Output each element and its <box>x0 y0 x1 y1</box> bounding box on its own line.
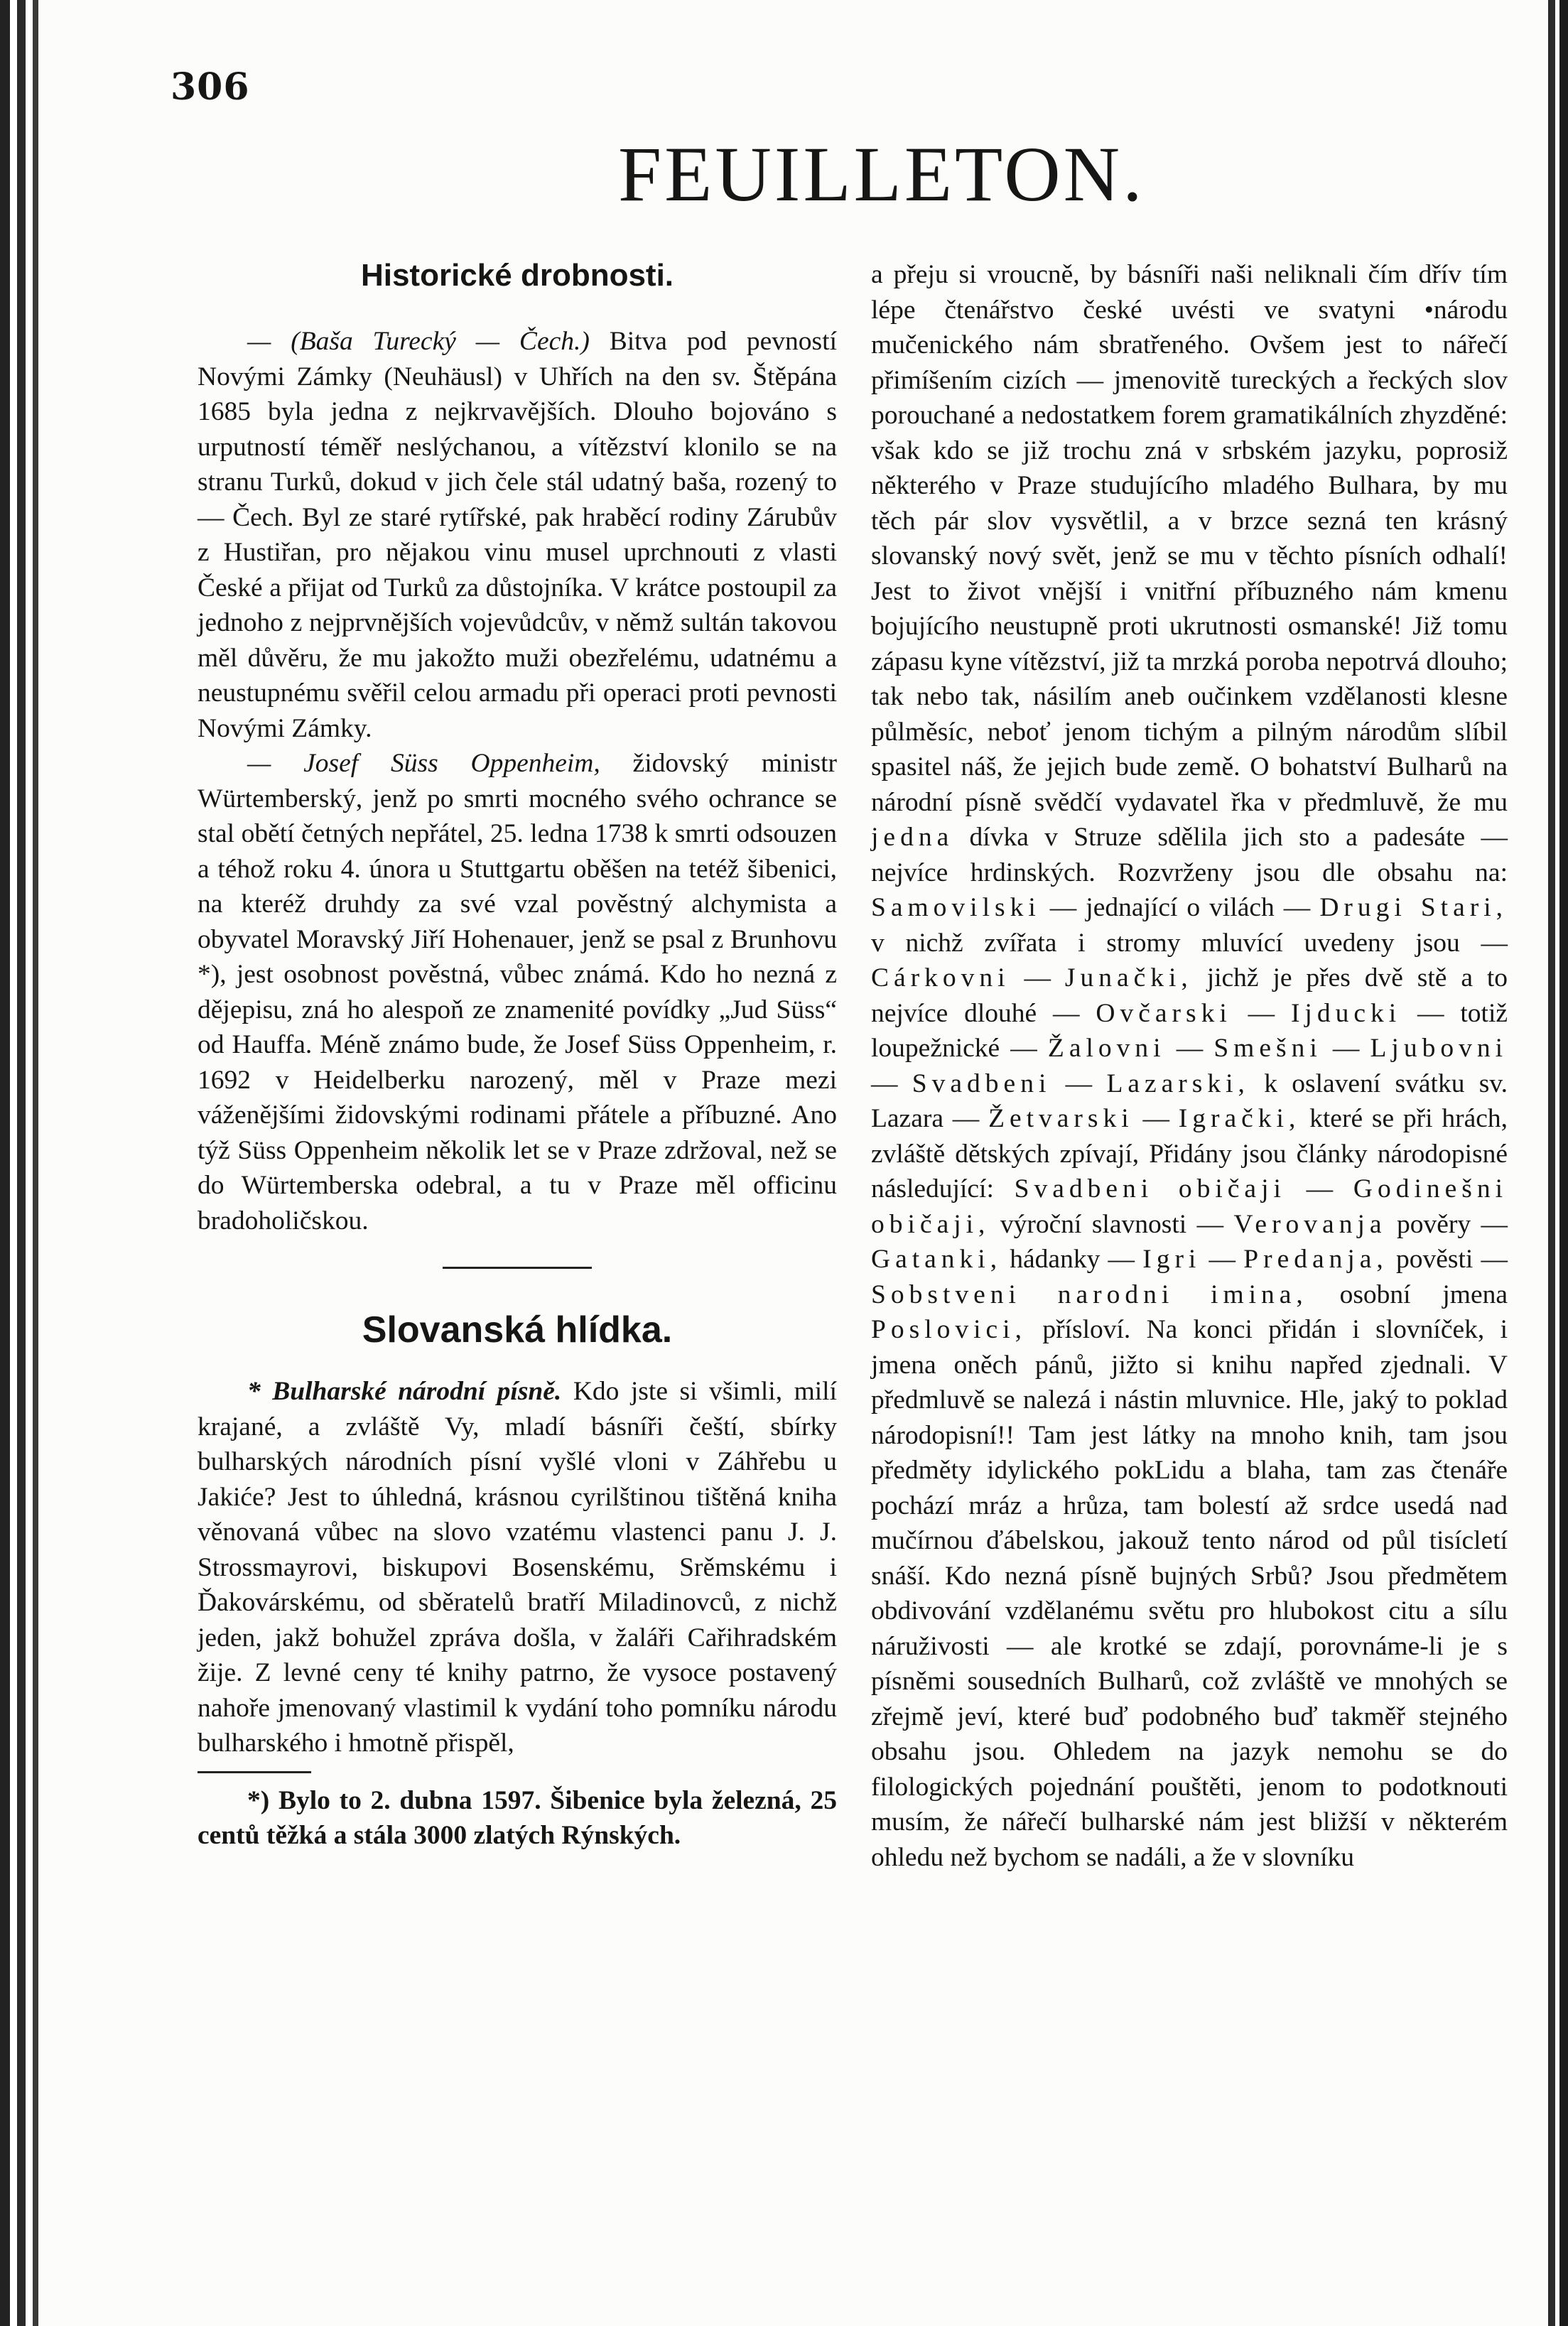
text-run: — <box>1024 963 1051 992</box>
spaced-term: Svadbeni <box>912 1069 1051 1098</box>
spaced-term: Lazarski, <box>1106 1069 1250 1098</box>
text-run: — <box>1248 998 1275 1028</box>
section-masthead: FEUILLETON. <box>618 131 1145 217</box>
spaced-term: Predanja, <box>1243 1245 1388 1274</box>
spaced-term: Smešni <box>1213 1034 1322 1063</box>
text-run: a přeju si vroucně, by básníři naši neliknali čím dřív tím lépe čtenářstvo české uvésti ve svatyni •národu mučenického nám sbratřeného. Ovšem jest to nářečí přimíšením cizích — jmenovitě tureckých a řeckých slov porouchané a nedostatkem forem gramatikálních zhyzděné: však kdo se již trochu zná v srbském jazyku, poprosiž některého v Praze studujícího mladého Bulhara, by mu těch pár slov vysvětlil, a v brzce sezná ten krásný slovanský nový svět, jenž se mu v těchto písních odhalí! Jest to život vnější i vnitřní příbuzného nám kmenu bojujícího neustupně proti ukrutnosti osmanské! Již tomu zápasu kyne vítězství, již ta mrzká poroba nepotrvá dlouho; tak nebo tak, násilím aneb oučinkem vzdělanosti klesne půlměsíc, neboť jenom tichým a pilným národům slíbil spasitel náš, že jejich bude země. O bohatství Bulharů na národní písně svědčí vydavatel řka v předmluvě, že mu <box>871 260 1508 817</box>
spaced-term: Gatanki, <box>871 1245 1002 1274</box>
footnote: *) Bylo to 2. dubna 1597. Šibenice byla železná, 25 centů těžká a stála 3000 zlatých Rýnských. <box>198 1785 837 1850</box>
spaced-term: Verovanja <box>1233 1209 1387 1239</box>
text-run: které se při hrách, zvláště dětských zpívají, Přidány jsou články národopisné následující: <box>871 1104 1508 1203</box>
spaced-term: Sobstveni narodni imina, <box>871 1280 1308 1309</box>
spaced-term: Žalovni <box>1047 1034 1166 1063</box>
spaced-term: jedna <box>871 823 954 852</box>
text-run: pověry — <box>1396 1209 1508 1239</box>
text-run: — <box>1332 1034 1360 1063</box>
article-lead: — Josef Süss Oppenheim, <box>247 749 600 778</box>
article-bulharske-pisne-continued <box>871 257 1508 1875</box>
article-bulharske-pisne <box>198 1374 837 1761</box>
article-basa-turecky <box>198 324 837 746</box>
text-run: přísloví. Na konci přidán i slovníček, i jmena oněch pánů, jižto si knihu napřed zjednali. V předmluvě se nalezá i nástin mluvnice. Hle, jaký to poklad národopisní!! Tam jest látky na mnoho knih, tam jsou předměty idylického pokLidu a blaha, tam zas čtenáře pochází mráz a hrůza, tam bolestí až srdce usedá nad mučírnou ďábelskou, jakouž tento národ od půl tisícletí snáší. Kdo nezná písně bujných Srbů? Jsou předmětem obdivování vzdělanému světu pro hlubokost citu a sílu náruživosti — ale krotké se zdají, porovnáme-li je s písněmi sousedních Bulharů, což zvláště ve mnohých se zřejmě jeví, které buď podobného buď takměř stejného obsahu jsou. Ohledem na jazyk nemohu se do filologických pojednání pouštěti, jenom to podotknouti musím, že nářečí bulharské nám jest bližší v některém ohledu než bychom se nadáli, a že v slovníku <box>871 1315 1508 1872</box>
heading-historicke-drobnosti: Historické drobnosti. <box>360 258 674 293</box>
text-run: k oslavení svátku sv. Lazara — <box>871 1069 1508 1133</box>
right-column <box>871 257 1508 1875</box>
section-divider <box>443 1267 592 1269</box>
spaced-term: Ovčarski <box>1096 998 1232 1028</box>
spaced-term: Junački, <box>1064 963 1193 992</box>
text-run: — jednající o vilách — <box>1049 893 1311 922</box>
text-run: — <box>1065 1069 1093 1098</box>
left-column <box>198 256 837 1854</box>
page-number: 306 <box>171 65 250 109</box>
text-run: pověsti — <box>1396 1245 1508 1274</box>
article-lead: — (Baša Turecký — Čech.) <box>247 327 590 356</box>
scan-edge-right <box>1540 0 1568 2326</box>
spaced-term: Poslovici, <box>871 1315 1027 1344</box>
text-run: jichž je přes dvě stě a to nejvíce dlouhé — <box>871 963 1508 1028</box>
text-run: — <box>1176 1034 1204 1063</box>
spaced-term: Igri <box>1142 1245 1201 1274</box>
spaced-term: Cárkovni <box>871 963 1010 992</box>
footnote-divider <box>198 1771 311 1773</box>
spaced-term: Igrački, <box>1178 1104 1301 1133</box>
spaced-term: Godinešni običaji, <box>871 1174 1508 1239</box>
article-lead: * Bulharské národní písně. <box>247 1377 562 1406</box>
text-run: osobní jmena <box>1339 1280 1508 1309</box>
text-run: — <box>1209 1245 1236 1274</box>
scan-edge-left <box>0 0 44 2326</box>
text-run: — <box>871 1069 898 1098</box>
article-body: Kdo jste si všimli, milí krajané, a zvláště Vy, mladí básníři čeští, sbírky bulharských národních písní vyšlé vloni v Záhřebu u Jakiće? Jest to úhledná, krásnou cyrilštinou tištěná kniha věnovaná vůbec na slovo vzatému vlastenci panu J. J. Strossmayrovi, biskupovi Bosenskému, Srěmskému i Ďakovárskému, od sběratelů bratří Miladinovců, z nichž jeden, jakž bohužel zpráva došla, v žaláři Cařihradském žije. Z levné ceny té knihy patrno, že vysoce postavený nahoře jmenovaný vlastimil k vydání toho pomníku národu bulharského i hmotně přispěl, <box>198 1377 838 1758</box>
text-run: v nichž zvířata i stromy mluvící uvedeny jsou — <box>871 928 1508 958</box>
spaced-term: Ljubovni <box>1370 1034 1508 1063</box>
text-run: výroční slavnosti — <box>1000 1209 1224 1239</box>
text-run: — <box>1142 1104 1169 1133</box>
spaced-term: Žetvarski <box>988 1104 1134 1133</box>
spaced-term: Drugi Stari, <box>1319 893 1508 922</box>
heading-slovanska-hlidka: Slovanská hlídka. <box>362 1309 673 1351</box>
article-body: židovský ministr Würtemberský, jenž po smrti mocného svého ochrance se stal obětí četných nepřátel, 25. ledna 1738 k smrti odsouzen a téhož roku 4. února u Stuttgartu oběšen na tetéž šibenici, na kteréž druhdy za své vzal pověstný alchymista a obyvatel Moravský Jiří Hohenauer, jenž se psal z Brunhovu *), jest osobnost pověstná, vůbec známá. Kdo ho nezná z dějepisu, zná ho alespoň ze znamenité povídky „Jud Süss“ od Hauffa. Méně známo bude, že Josef Süss Oppenheim, r. 1692 v Heidelberku narozený, měl v Praze mezi váženějšími židovskými rodinami přátele a příbuzné. Ano týž Süss Oppenheim několik let se v Praze zdržoval, než se do Würtemberska odebral, a tu v Praze měl officinu bradoholičskou. <box>198 749 838 1235</box>
article-body: Bitva pod pevností Novými Zámky (Neuhäusl) v Uhřích na den sv. Štěpána 1685 byla jedna z nejkrvavějších. Dlouho bojováno s urputností téměř neslýchanou, a vítězství klonilo se na stranu Turků, dokud v jich čele stál udatný baša, rozený to — Čech. Byl ze staré rytířské, pak hraběcí rodiny Zárubův z Hustiřan, pro nějakou vinu musel uprchnouti z vlasti České a přijat od Turků za důstojníka. V krátce postoupil za jednoho z nejprvnějších vojevůdcův, v němž sultán takovou měl důvěru, že mu jakožto muži obezřelému, udatnému a neustupnému svěřil celou armadu při operaci proti pevnosti Novými Zámky. <box>198 327 837 743</box>
spaced-term: Svadbeni običaji <box>1014 1174 1286 1203</box>
text-run: dívka v Struze sdělila jich sto a padesáte — nejvíce hrdinských. Rozvrženy jsou dle obsahu na: <box>871 823 1508 887</box>
spaced-term: Ijducki <box>1290 998 1402 1028</box>
text-run: — totiž loupežnické — <box>871 998 1508 1063</box>
text-run: hádanky — <box>1010 1245 1135 1274</box>
article-suss-oppenheim <box>198 746 837 1238</box>
spaced-term: Samovilski <box>871 893 1041 922</box>
text-run: — <box>1306 1174 1334 1203</box>
